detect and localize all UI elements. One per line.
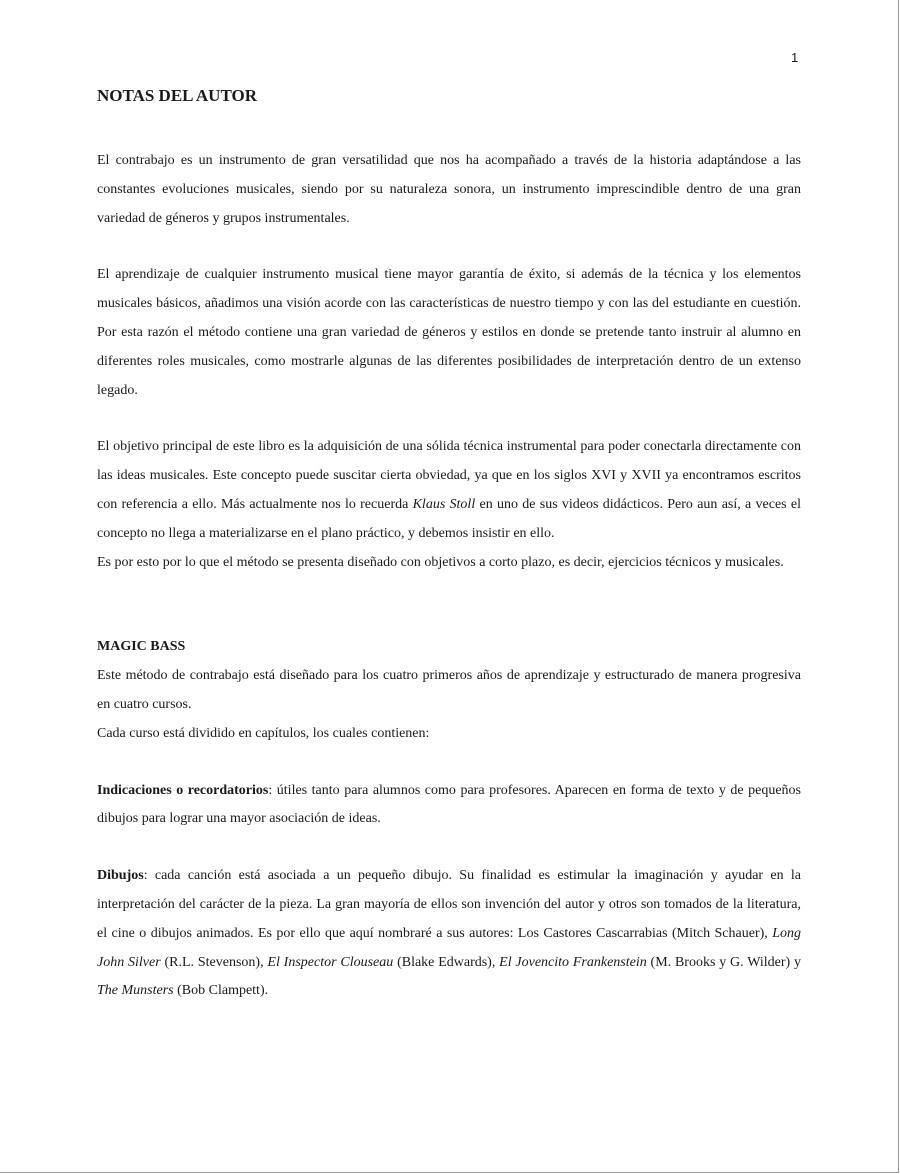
indicaciones-paragraph [97,777,801,835]
indicaciones-term: Indicaciones o recordatorios [97,782,269,798]
intro-paragraph-3 [97,433,801,548]
dibujos-text-5: (Bob Clampett). [173,983,269,999]
dibujos-text-2: (R.L. Stevenson), [160,954,268,970]
work-the-munsters: The Munsters [97,983,174,999]
dibujos-term: Dibujos [97,868,144,884]
page-title: NOTAS DEL AUTOR [97,86,257,105]
magic-bass-paragraph-1: Este método de contrabajo está diseñado para los cuatro primeros años de aprendizaje y estructurado de manera progresiva en cuatro cursos. [97,668,801,712]
indicaciones-text: : útiles tanto para alumnos como para profesores. Aparecen en forma de texto y de pequeños dibujos para lograr una mayor asociación de ideas. [97,782,801,827]
intro-paragraph-2: El aprendizaje de cualquier instrumento musical tiene mayor garantía de éxito, si además de la técnica y los elementos musicales básicos, añadimos una visión acorde con las características de nuestro tiempo y con las del estudiante en cuestión. Por esta razón el método contiene una gran variedad de géneros y estilos en donde se pretende tanto instruir al alumno en diferentes roles musicales, como mostrarle algunas de las diferentes posibilidades de interpretación dentro de un extenso legado. [97,267,801,398]
dibujos-text-4: (M. Brooks y G. Wilder) y [646,954,802,970]
intro-paragraph-3-text-a: El objetivo principal de este libro es la adquisición de una sólida técnica instrumental para poder conectarla directamente con las ideas musicales. Este concepto puede suscitar cierta obviedad, ya que en los siglos XVI y XVII ya encontramos escritos con referencia a ello. Más actualmente nos lo recuerda [97,439,801,512]
work-long-john-silver: Long John Silver [97,925,801,970]
klaus-stoll-name: Klaus Stoll [412,496,476,512]
page-number: 1 [791,50,799,65]
intro-paragraph-4: Es por esto por lo que el método se presenta diseñado con objetivos a corto plazo, es decir, ejercicios técnicos y musicales. [97,554,784,570]
page-content [97,83,801,1006]
intro-paragraph-3-text-b: en uno de sus videos didácticos. Pero aun así, a veces el concepto no llega a materializarse en el plano práctico, y debemos insistir en ello. [97,496,801,541]
magic-bass-paragraph-2: Cada curso está dividido en capítulos, los cuales contienen: [97,725,430,741]
intro-paragraph-1: El contrabajo es un instrumento de gran versatilidad que nos ha acompañado a través de la historia adaptándose a las constantes evoluciones musicales, siendo por su naturaleza sonora, un instrumento imprescindible dentro de una gran variedad de géneros y grupos instrumentales. [97,153,801,226]
magic-bass-heading: MAGIC BASS [97,639,186,655]
dibujos-text-3: (Blake Edwards), [393,954,500,970]
work-jovencito-frankenstein: El Jovencito Frankenstein [499,954,647,970]
dibujos-paragraph [97,862,801,1006]
work-inspector-clouseau: El Inspector Clouseau [267,954,394,970]
dibujos-text-1: : cada canción está asociada a un pequeño dibujo. Su finalidad es estimular la imaginación y ayudar en la interpretación del carácter de la pieza. La gran mayoría de ellos son invención del autor y otros son tomados de la literatura, el cine o dibujos animados. Es por ello que aquí nombraré a sus autores: Los Castores Cascarrabias (Mitch Schauer), [97,868,801,941]
